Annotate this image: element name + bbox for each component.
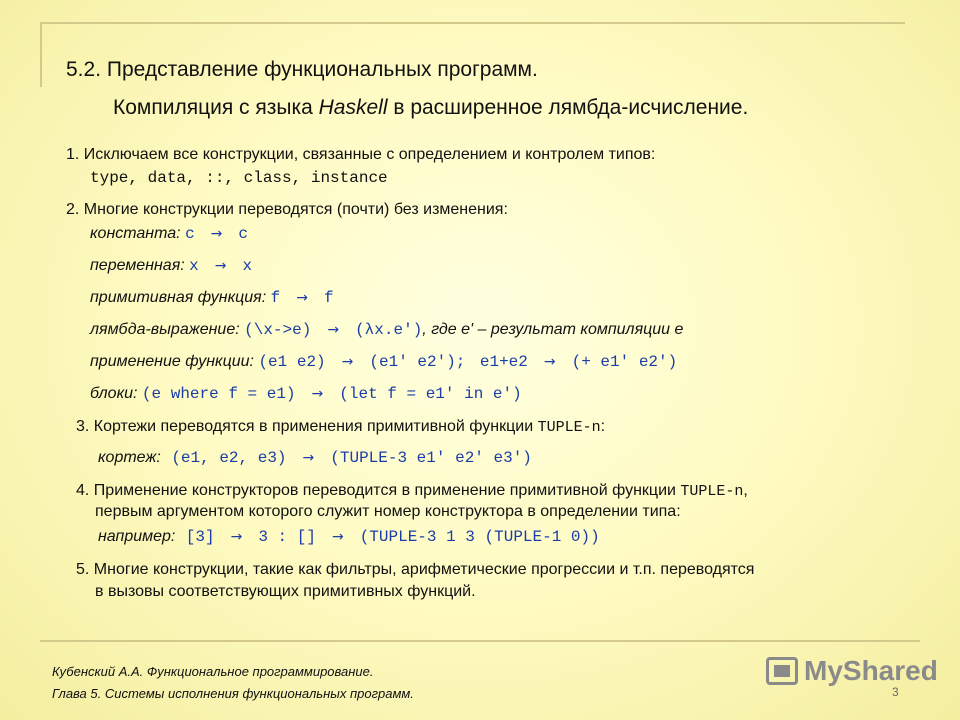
logo-icon bbox=[766, 657, 798, 685]
row-note: , где e' – результат компиляции e bbox=[422, 321, 684, 338]
slide-title: 5.2. Представление функциональных программ. bbox=[66, 58, 538, 81]
row-from: (e1 e2) bbox=[258, 353, 326, 371]
page-number: 3 bbox=[892, 685, 899, 699]
arrow-icon: → bbox=[311, 386, 324, 402]
row-constructor bbox=[98, 528, 600, 546]
row-from: c bbox=[185, 225, 195, 243]
row-from: (\x->e) bbox=[244, 321, 312, 339]
arrow-icon: → bbox=[331, 529, 344, 545]
arrow-icon: → bbox=[296, 290, 308, 306]
item3-text-pre: 3. Кортежи переводятся в применения примитивной функции bbox=[76, 418, 538, 435]
subtitle-post: в расширенное лямбда-исчисление. bbox=[387, 96, 749, 119]
frame-top-line bbox=[40, 22, 905, 24]
item3-text-post: : bbox=[600, 418, 606, 435]
item4-line1-post: , bbox=[743, 482, 748, 499]
item2-text: 2. Многие конструкции переводятся (почти) без изменения: bbox=[66, 201, 508, 218]
frame-bottom-line bbox=[40, 640, 920, 642]
row-to: (e1' e2'); bbox=[369, 353, 466, 371]
arrow-icon: → bbox=[230, 529, 243, 545]
row-label: лямбда-выражение: bbox=[90, 321, 240, 338]
item3-text-code: TUPLE-n bbox=[537, 419, 601, 436]
row-label: переменная: bbox=[90, 257, 185, 274]
row-label: блоки: bbox=[90, 385, 138, 402]
row-to: (TUPLE-3 e1' e2' e3') bbox=[330, 449, 532, 467]
item4-line2: первым аргументом которого служит номер конструктора в определении типа: bbox=[95, 503, 681, 520]
arrow-icon: → bbox=[543, 354, 556, 370]
row-label: константа: bbox=[90, 225, 181, 242]
row-to: (λx.e') bbox=[355, 321, 423, 339]
subtitle-lang: Haskell bbox=[318, 96, 388, 119]
item4-line1 bbox=[76, 482, 748, 500]
row-from: (e1, e2, e3) bbox=[171, 449, 287, 467]
row-tuple bbox=[98, 449, 532, 467]
logo-text: MyShared bbox=[804, 655, 938, 686]
item4-line1-code: TUPLE-n bbox=[680, 483, 744, 500]
item4-line1-pre: 4. Применение конструкторов переводится в применение примитивной функции bbox=[76, 482, 681, 499]
arrow-icon: → bbox=[327, 322, 340, 338]
footer-line1: Кубенский А.А. Функциональное программирование. bbox=[52, 664, 374, 679]
row-label: применение функции: bbox=[90, 353, 254, 370]
frame-left-line bbox=[40, 22, 42, 87]
row-to: (let f = e1' in e') bbox=[339, 385, 522, 403]
row-application bbox=[90, 353, 677, 371]
item1-code: type, data, ::, class, instance bbox=[90, 169, 388, 187]
arrow-icon: → bbox=[210, 226, 223, 242]
row-extra-from: e1+e2 bbox=[479, 353, 528, 371]
subtitle-pre: Компиляция с языка bbox=[113, 96, 319, 119]
item1-text: 1. Исключаем все конструкции, связанные с определением и контролем типов: bbox=[66, 146, 656, 163]
row-extra-to: (+ e1' e2') bbox=[571, 353, 678, 371]
footer-line2: Глава 5. Системы исполнения функциональных программ. bbox=[52, 686, 414, 701]
row-from: x bbox=[189, 257, 199, 275]
slide-subtitle bbox=[113, 96, 748, 120]
row-mid: 3 : [] bbox=[258, 528, 316, 546]
myshared-logo bbox=[766, 655, 938, 687]
row-from: [3] bbox=[185, 528, 215, 546]
row-label: например: bbox=[98, 528, 176, 545]
row-label: примитивная функция: bbox=[90, 289, 267, 306]
row-variable bbox=[90, 257, 252, 275]
row-from: f bbox=[270, 289, 281, 307]
row-blocks bbox=[90, 385, 522, 403]
row-primitive bbox=[90, 289, 334, 307]
arrow-icon: → bbox=[214, 258, 227, 274]
row-lambda bbox=[90, 321, 683, 339]
row-constant bbox=[90, 225, 248, 243]
row-to: f bbox=[323, 289, 334, 307]
item3-text bbox=[76, 418, 605, 436]
row-label: кортеж: bbox=[98, 449, 161, 466]
arrow-icon: → bbox=[341, 354, 354, 370]
row-to: (TUPLE-3 1 3 (TUPLE-1 0)) bbox=[359, 528, 600, 546]
row-to: c bbox=[238, 225, 249, 243]
arrow-icon: → bbox=[302, 450, 315, 466]
row-to: x bbox=[242, 257, 253, 275]
row-from: (e where f = e1) bbox=[141, 385, 296, 403]
item5-line2: в вызовы соответствующих примитивных функций. bbox=[95, 583, 476, 600]
item5-line1: 5. Многие конструкции, такие как фильтры, арифметические прогрессии и т.п. переводятся bbox=[76, 561, 755, 578]
